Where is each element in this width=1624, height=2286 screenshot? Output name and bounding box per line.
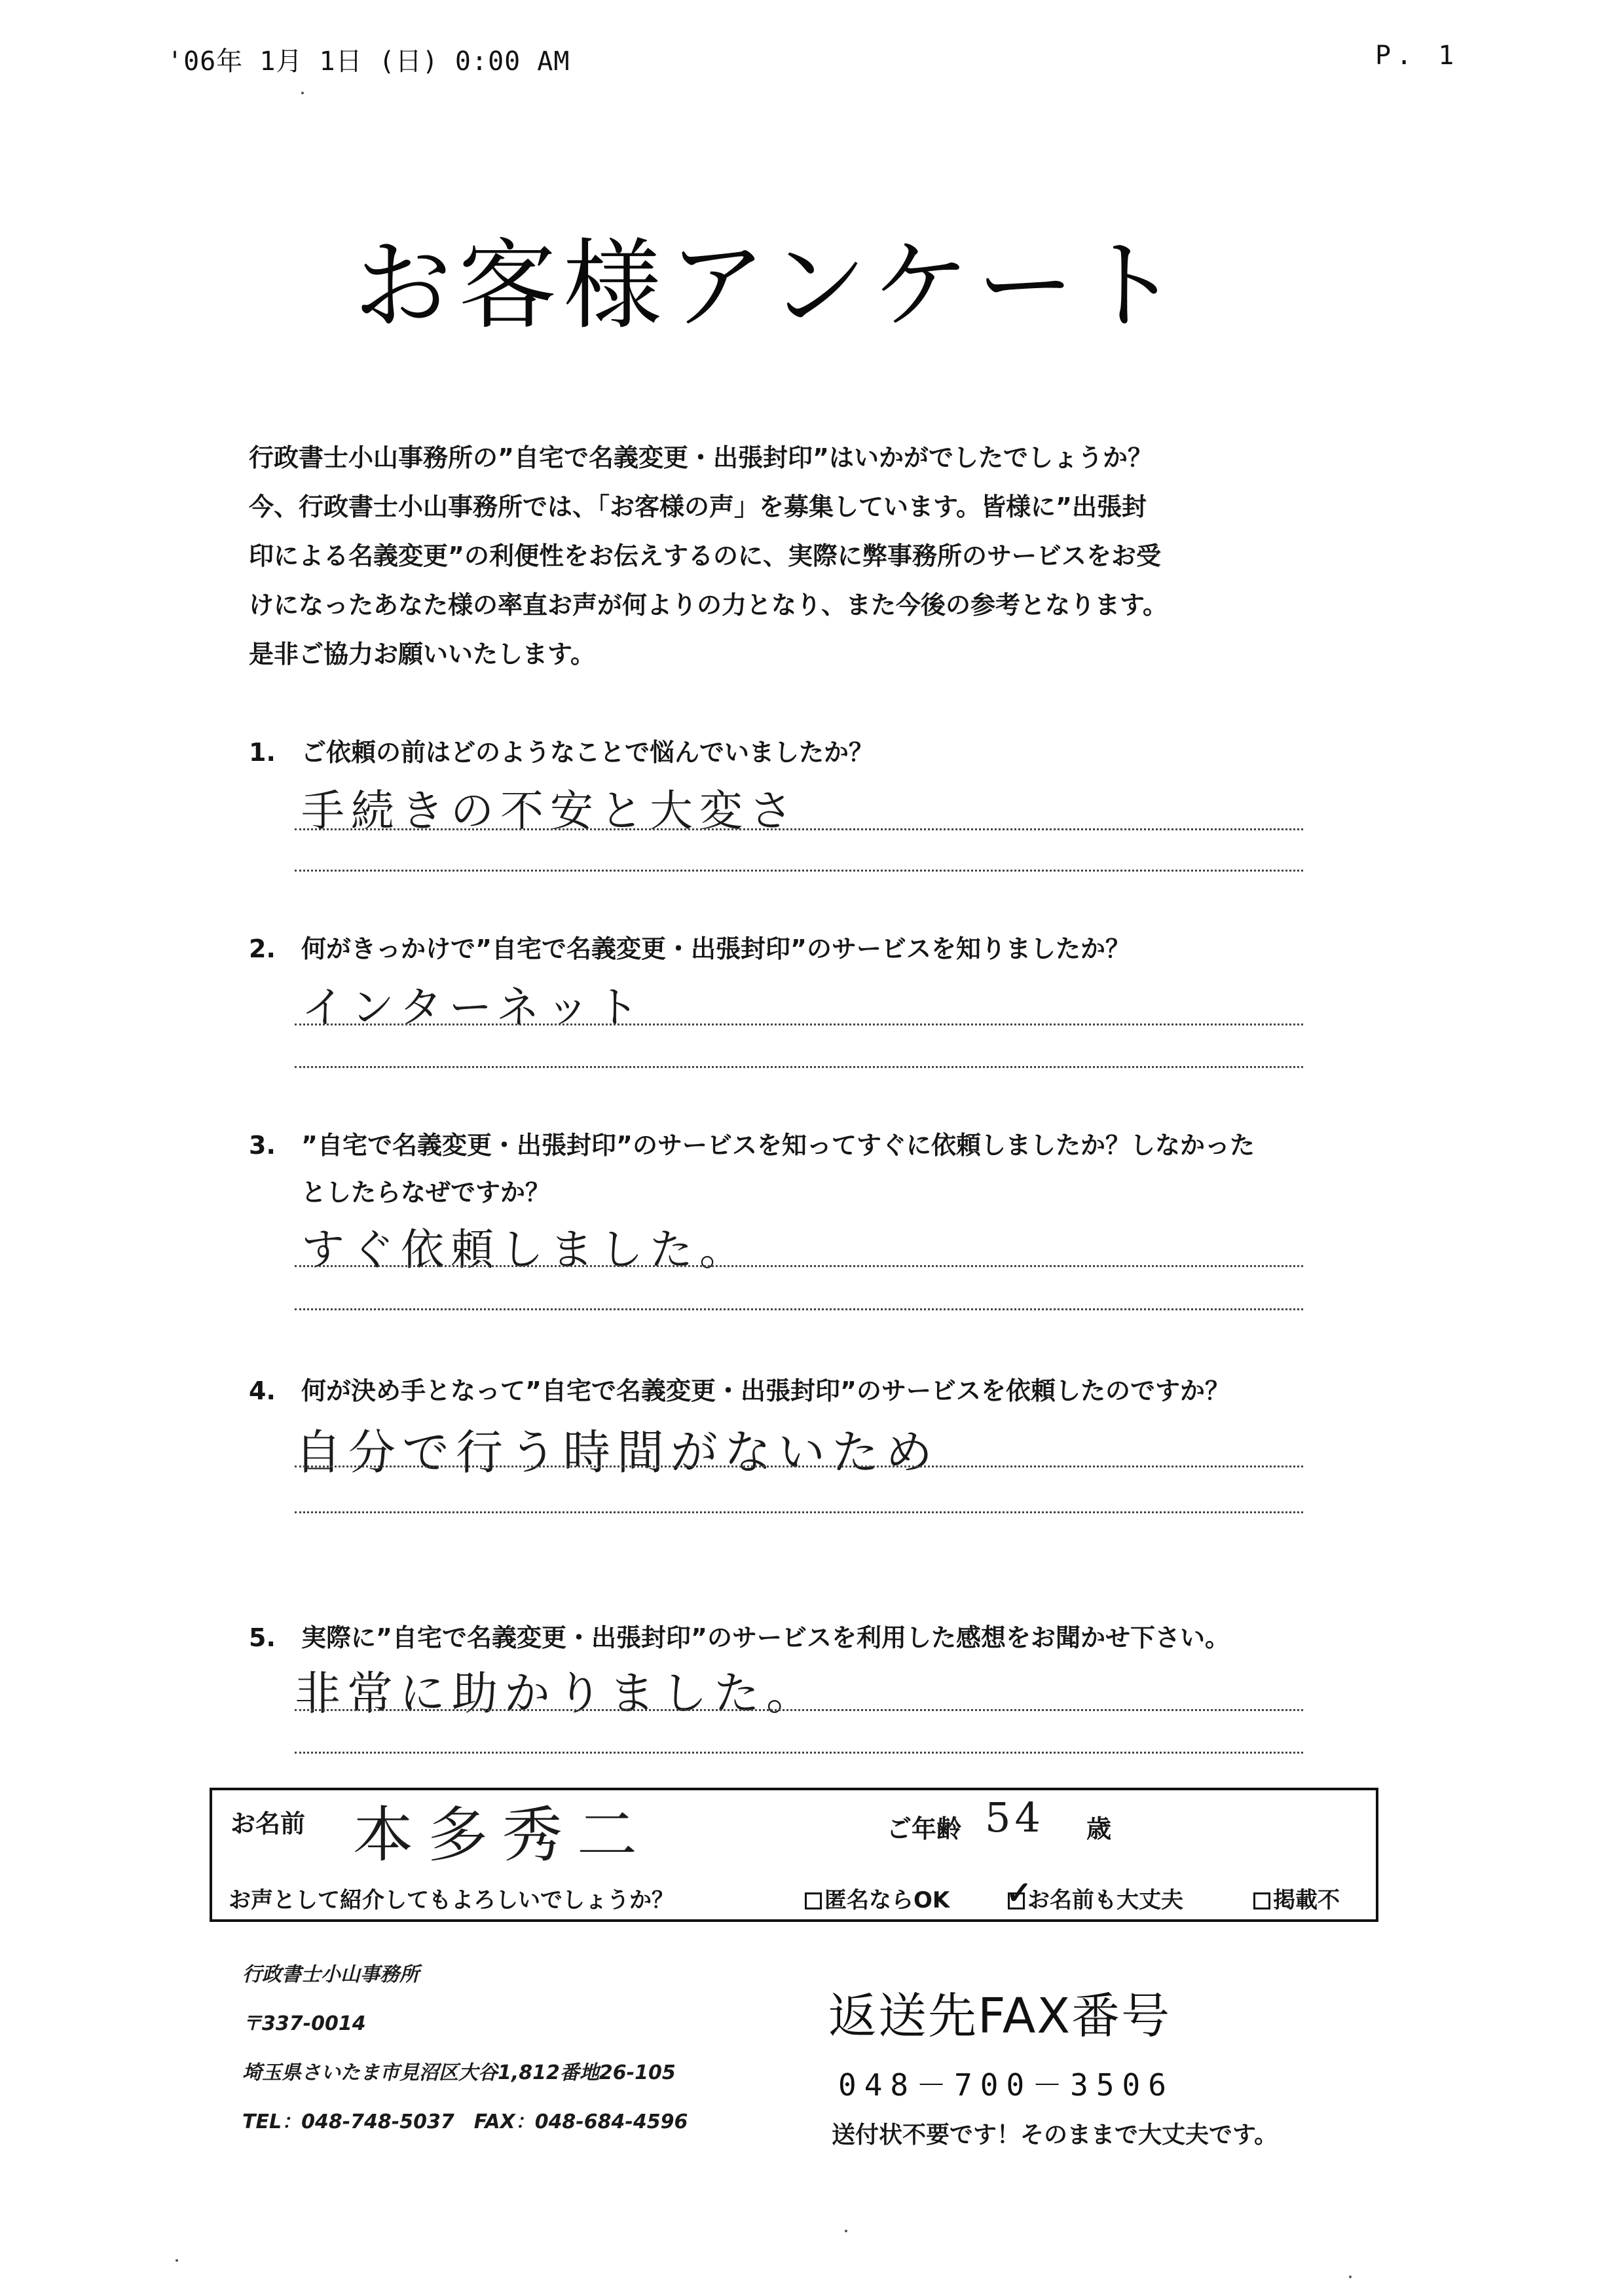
office-address: 埼玉県さいたま市見沼区大谷1,812番地26-105 xyxy=(242,2061,676,2084)
fax-page-number: P. 1 xyxy=(1375,41,1460,71)
answer-1-handwritten: 手続きの不安と大変さ xyxy=(301,786,799,836)
question-number: 5. xyxy=(249,1623,276,1652)
respondent-box xyxy=(210,1788,1378,1922)
intro-line: 印による名義変更”の利便性をお伝えするのに、実際に弊事務所のサービスをお受 xyxy=(249,542,1161,570)
question-3 xyxy=(249,1125,1255,1161)
option-name-ok[interactable] xyxy=(1006,1875,1183,1914)
question-text: 何が決め手となって”自宅で名義変更・出張封印”のサービスを依頼したのですか？ xyxy=(301,1376,1230,1405)
answer-line xyxy=(295,1466,1303,1467)
option-label: 匿名ならOK xyxy=(824,1887,950,1913)
age-unit: 歳 xyxy=(1086,1815,1112,1843)
answer-line xyxy=(295,1308,1303,1310)
checkbox-empty[interactable] xyxy=(1253,1892,1270,1909)
age-label: ご年齢 xyxy=(887,1815,962,1843)
question-text: ご依頼の前はどのようなことで悩んでいましたか？ xyxy=(301,738,874,767)
intro-line: けになったあなた様の率直お声が何よりの力となり、また今後の参考となります。 xyxy=(249,591,1168,619)
question-number: 4. xyxy=(249,1376,276,1405)
return-fax-title: 返送先FAX番号 xyxy=(828,1988,1172,2044)
scan-speck xyxy=(175,2259,178,2262)
page-title: お客様アンケート xyxy=(354,229,1187,343)
checkbox-empty[interactable] xyxy=(805,1892,822,1909)
intro-line: 行政書士小山事務所の”自宅で名義変更・出張封印”はいかがでしたでしょうか？ xyxy=(249,443,1153,472)
answer-line xyxy=(295,1709,1303,1711)
question-3-continued: としたらなぜですか？ xyxy=(301,1178,551,1207)
answer-line xyxy=(295,1023,1303,1025)
option-anonymous[interactable] xyxy=(805,1882,950,1914)
question-5 xyxy=(249,1617,1230,1653)
name-label: お名前 xyxy=(231,1809,306,1838)
name-handwritten: 本多秀二 xyxy=(353,1800,652,1870)
office-postal: 〒337-0014 xyxy=(242,2012,366,2035)
answer-line xyxy=(295,1265,1303,1267)
question-1 xyxy=(249,732,874,768)
intro-line: 今、行政書士小山事務所では、「お客様の声」を募集しています。皆様に”出張封 xyxy=(249,492,1147,521)
answer-2-handwritten: インターネット xyxy=(301,982,646,1033)
return-fax-number: 048－700－3506 xyxy=(838,2067,1174,2103)
question-text: 何がきっかけで”自宅で名義変更・出張封印”のサービスを知りましたか？ xyxy=(301,934,1130,963)
question-2 xyxy=(249,929,1130,965)
age-handwritten: 54 xyxy=(985,1794,1044,1841)
checkbox-checked[interactable] xyxy=(1006,1875,1033,1911)
consent-question: お声として紹介してもよろしいでしょうか？ xyxy=(229,1887,674,1913)
option-no-publish[interactable] xyxy=(1253,1882,1340,1914)
question-number: 2. xyxy=(249,934,276,963)
answer-line xyxy=(295,1752,1303,1754)
answer-3-handwritten: すぐ依頼しました。 xyxy=(301,1225,749,1275)
question-number: 3. xyxy=(249,1131,276,1160)
scan-speck xyxy=(845,2230,847,2232)
answer-4-handwritten: 自分で行う時間がないため xyxy=(295,1425,940,1480)
checkmark-icon: ✓ xyxy=(1006,1875,1033,1911)
scan-speck xyxy=(301,92,304,94)
option-label: 掲載不 xyxy=(1273,1887,1340,1913)
return-fax-note: 送付状不要です！そのままで大丈夫です。 xyxy=(832,2122,1278,2148)
answer-line xyxy=(295,1511,1303,1513)
option-label: お名前も大丈夫 xyxy=(1027,1887,1183,1913)
scan-speck xyxy=(1349,2276,1352,2278)
question-4 xyxy=(249,1371,1230,1407)
question-text: 実際に”自宅で名義変更・出張封印”のサービスを利用した感想をお聞かせ下さい。 xyxy=(301,1623,1230,1652)
fax-timestamp: '06年 1月 1日 (日) 0:00 AM xyxy=(167,46,570,77)
answer-line xyxy=(295,828,1303,830)
intro-line: 是非ご協力お願いいたします。 xyxy=(249,640,595,669)
answer-line xyxy=(295,870,1303,872)
office-name: 行政書士小山事務所 xyxy=(242,1963,419,1986)
question-text: ”自宅で名義変更・出張封印”のサービスを知ってすぐに依頼しましたか？しなかった xyxy=(301,1131,1255,1160)
question-number: 1. xyxy=(249,738,276,767)
office-contact: TEL：048-748-5037 FAX：048-684-4596 xyxy=(242,2111,688,2133)
answer-5-handwritten: 非常に助かりました。 xyxy=(295,1667,819,1720)
answer-line xyxy=(295,1066,1303,1068)
